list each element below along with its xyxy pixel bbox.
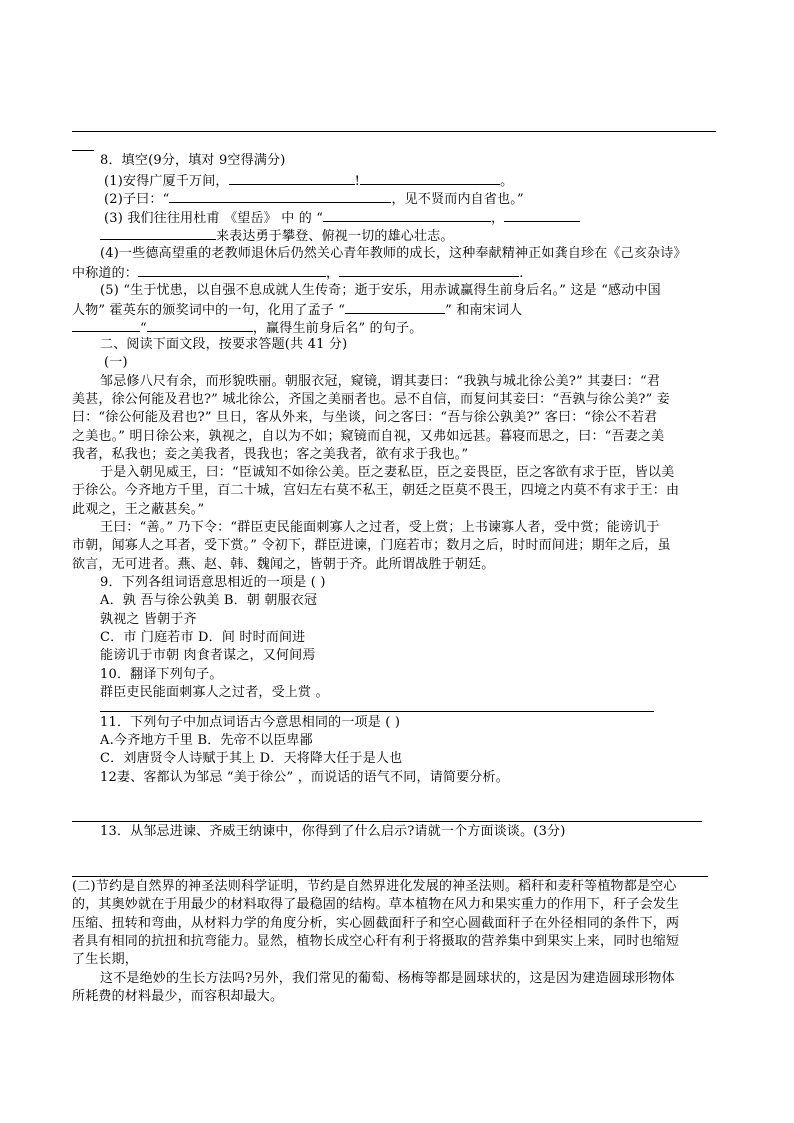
answer-line[interactable] bbox=[72, 876, 708, 877]
q9-stem: 9．下列各组词语意思相近的一项是 ( ) bbox=[100, 575, 326, 590]
q8-heading: 8．填空(9分，填对 9空得满分) bbox=[100, 153, 286, 168]
passage1-p2-l3: 此观之，王之蔽甚矣。” bbox=[72, 502, 205, 517]
q8-line5: (4)一些德高望重的老教师退休后仍然关心青年教师的成长，这种奉献精神正如龚自珍在《己亥杂诗》 bbox=[100, 246, 687, 261]
q8-line2: (2)子曰：“ ，见不贤而内自省也。” bbox=[104, 189, 524, 209]
fill-blank[interactable] bbox=[360, 171, 500, 185]
passage2-p1-l2: 的，其奥妙就在于用最少的材料取得了最稳固的结构。草本植物在风力和果实重力的作用下，秆子会发生 bbox=[72, 897, 680, 912]
passage1-p3-l3: 欲言，无可进者。燕、赵、韩、魏闻之，皆朝于齐。此所谓战胜于朝廷。 bbox=[72, 557, 495, 572]
answer-line-tail bbox=[72, 150, 94, 151]
passage1-p2-l1: 于是入朝见威王，曰：“臣诚知不如徐公美。臣之妻私臣，臣之妾畏臣，臣之客欲有求于臣，皆以美 bbox=[100, 465, 675, 480]
fill-blank[interactable] bbox=[100, 226, 216, 240]
fill-blank[interactable] bbox=[169, 189, 391, 203]
passage2-p1-l3: 压缩、扭转和弯曲，从材料力学的角度分析，实心圆截面秆子和空心圆截面秆子在外径相同的条件下，两 bbox=[72, 916, 680, 931]
fill-blank[interactable] bbox=[147, 318, 253, 332]
q10-stem: 10．翻译下列句子。 bbox=[100, 667, 223, 682]
q8-line8: 人物” 霍英东的颁奖词中的一句，化用了孟子 “ ” 和南宋词人 bbox=[72, 300, 522, 320]
section2-heading: 二、阅读下面文段，按要求答题(共 41 分) bbox=[100, 337, 348, 352]
passage1-p1-l4: 之美也。” 明日徐公来，孰视之，自以为不如；窥镜而自视，又弗如远甚。暮寝而思之，曰：“吾妻之美 bbox=[72, 429, 665, 444]
q9-option-ab-2: 孰视之 皆朝于齐 bbox=[100, 612, 197, 627]
passage2-p1-l5: 了生长期， bbox=[72, 952, 139, 967]
passage2-p1-l1: (二)节约是自然界的神圣法则科学证明，节约是自然界进化发展的神圣法则。稻秆和麦秆等植物都是空心 bbox=[72, 879, 677, 894]
q12-stem: 12妻、客都认为邹忌 “美于徐公” ，而说话的语气不同，请简要分析。 bbox=[100, 770, 509, 785]
fill-blank[interactable] bbox=[138, 263, 326, 277]
passage2-p1-l4: 者具有相同的抗扭和抗弯能力。显然，植物长成空心秆有利于将摄取的营养集中到果实上来，同时也缩短 bbox=[72, 934, 680, 949]
fill-blank[interactable] bbox=[345, 300, 445, 314]
q8-line4: 来表达勇于攀登、俯视一切的雄心壮志。 bbox=[100, 226, 454, 246]
q8-line7: (5) “生于忧患，以自强不息成就人生传奇；逝于安乐，用赤诚赢得生前身后名。” 这是 “感动中国 bbox=[100, 283, 661, 298]
q11-stem: 11．下列句子中加点词语古今意思相同的一项是 ( ) bbox=[100, 715, 401, 730]
fill-blank[interactable] bbox=[339, 263, 519, 277]
fill-blank[interactable] bbox=[323, 208, 491, 222]
q13-stem: 13．从邹忌进谏、齐威王纳谏中，你得到了什么启示?请就一个方面谈谈。(3分) bbox=[100, 824, 566, 839]
q8-line9: “ ，赢得生前身后名” 的句子。 bbox=[72, 318, 422, 338]
q8-line3: (3) 我们往往用杜甫 《望岳》 中 的 “ ， bbox=[104, 208, 580, 228]
fill-blank[interactable] bbox=[72, 318, 140, 332]
passage1-p1-l2: 美甚，徐公何能及君也?” 城北徐公，齐国之美丽者也。忌不自信，而复问其妾曰：“吾孰与徐公美?” 妾 bbox=[72, 392, 670, 407]
q8-line1: (1)安得广厦千万间， ! 。 bbox=[104, 171, 513, 191]
passage2-p2-l1: 这不是绝妙的生长方法吗?另外，我们常见的葡萄、杨梅等都是圆球状的，这是因为建造圆球形物体 bbox=[100, 971, 675, 986]
q9-option-cd-2: 能谤讥于市朝 肉食者谋之，又何间焉 bbox=[100, 648, 316, 663]
passage1-p3-l2: 市朝，闻寡人之耳者，受下赏。” 令初下，群臣进谏，门庭若市；数月之后，时时而间进；期年之后，虽 bbox=[72, 538, 671, 553]
passage1-p1-l5: 我者，私我也；妾之美我者，畏我也；客之美我者，欲有求于我也。” bbox=[72, 447, 469, 462]
passage2-p2-l2: 所耗费的材料最少，而容积却最大。 bbox=[72, 989, 284, 1004]
answer-line[interactable] bbox=[100, 711, 654, 712]
q9-option-cd: C．市 门庭若市 D．间 时时而间进 bbox=[100, 630, 306, 645]
section2-sub1: (一) bbox=[104, 355, 128, 370]
q8-line6: 中称道的： ， . bbox=[72, 263, 524, 283]
q9-option-ab: A．孰 吾与徐公孰美 B．朝 朝服衣冠 bbox=[100, 593, 318, 608]
passage1-p1-l3: 曰：“徐公何能及君也?” 旦日，客从外来，与坐谈，问之客曰：“吾与徐公孰美?” 客曰：“徐公不若君 bbox=[72, 410, 658, 425]
q10-sentence: 群臣吏民能面刺寡人之过者，受上赏 。 bbox=[100, 685, 329, 700]
q11-option-cd: C．刘唐贤令人诗赋于其上 D．天将降大任于是人也 bbox=[100, 751, 403, 766]
passage1-p1-l1: 邹忌修八尺有余，而形貌昳丽。朝服衣冠，窥镜，谓其妻曰：“我孰与城北徐公美?” 其妻曰：“君 bbox=[100, 374, 661, 389]
q11-option-ab: A.今齐地方千里 B．先帝不以臣卑鄙 bbox=[100, 733, 313, 748]
answer-line[interactable] bbox=[72, 821, 702, 822]
passage1-p3-l1: 王曰：“善。” 乃下令：“群臣吏民能面刺寡人之过者，受上赏；上书谏寡人者，受中赏；能谤讥于 bbox=[100, 520, 660, 535]
passage1-p2-l2: 于徐公。今齐地方千里，百二十城，宫妇左右莫不私王，朝廷之臣莫不畏王，四境之内莫不有求于王：由 bbox=[72, 483, 680, 498]
answer-line bbox=[72, 131, 716, 132]
fill-blank[interactable] bbox=[229, 171, 355, 185]
fill-blank[interactable] bbox=[504, 208, 580, 222]
